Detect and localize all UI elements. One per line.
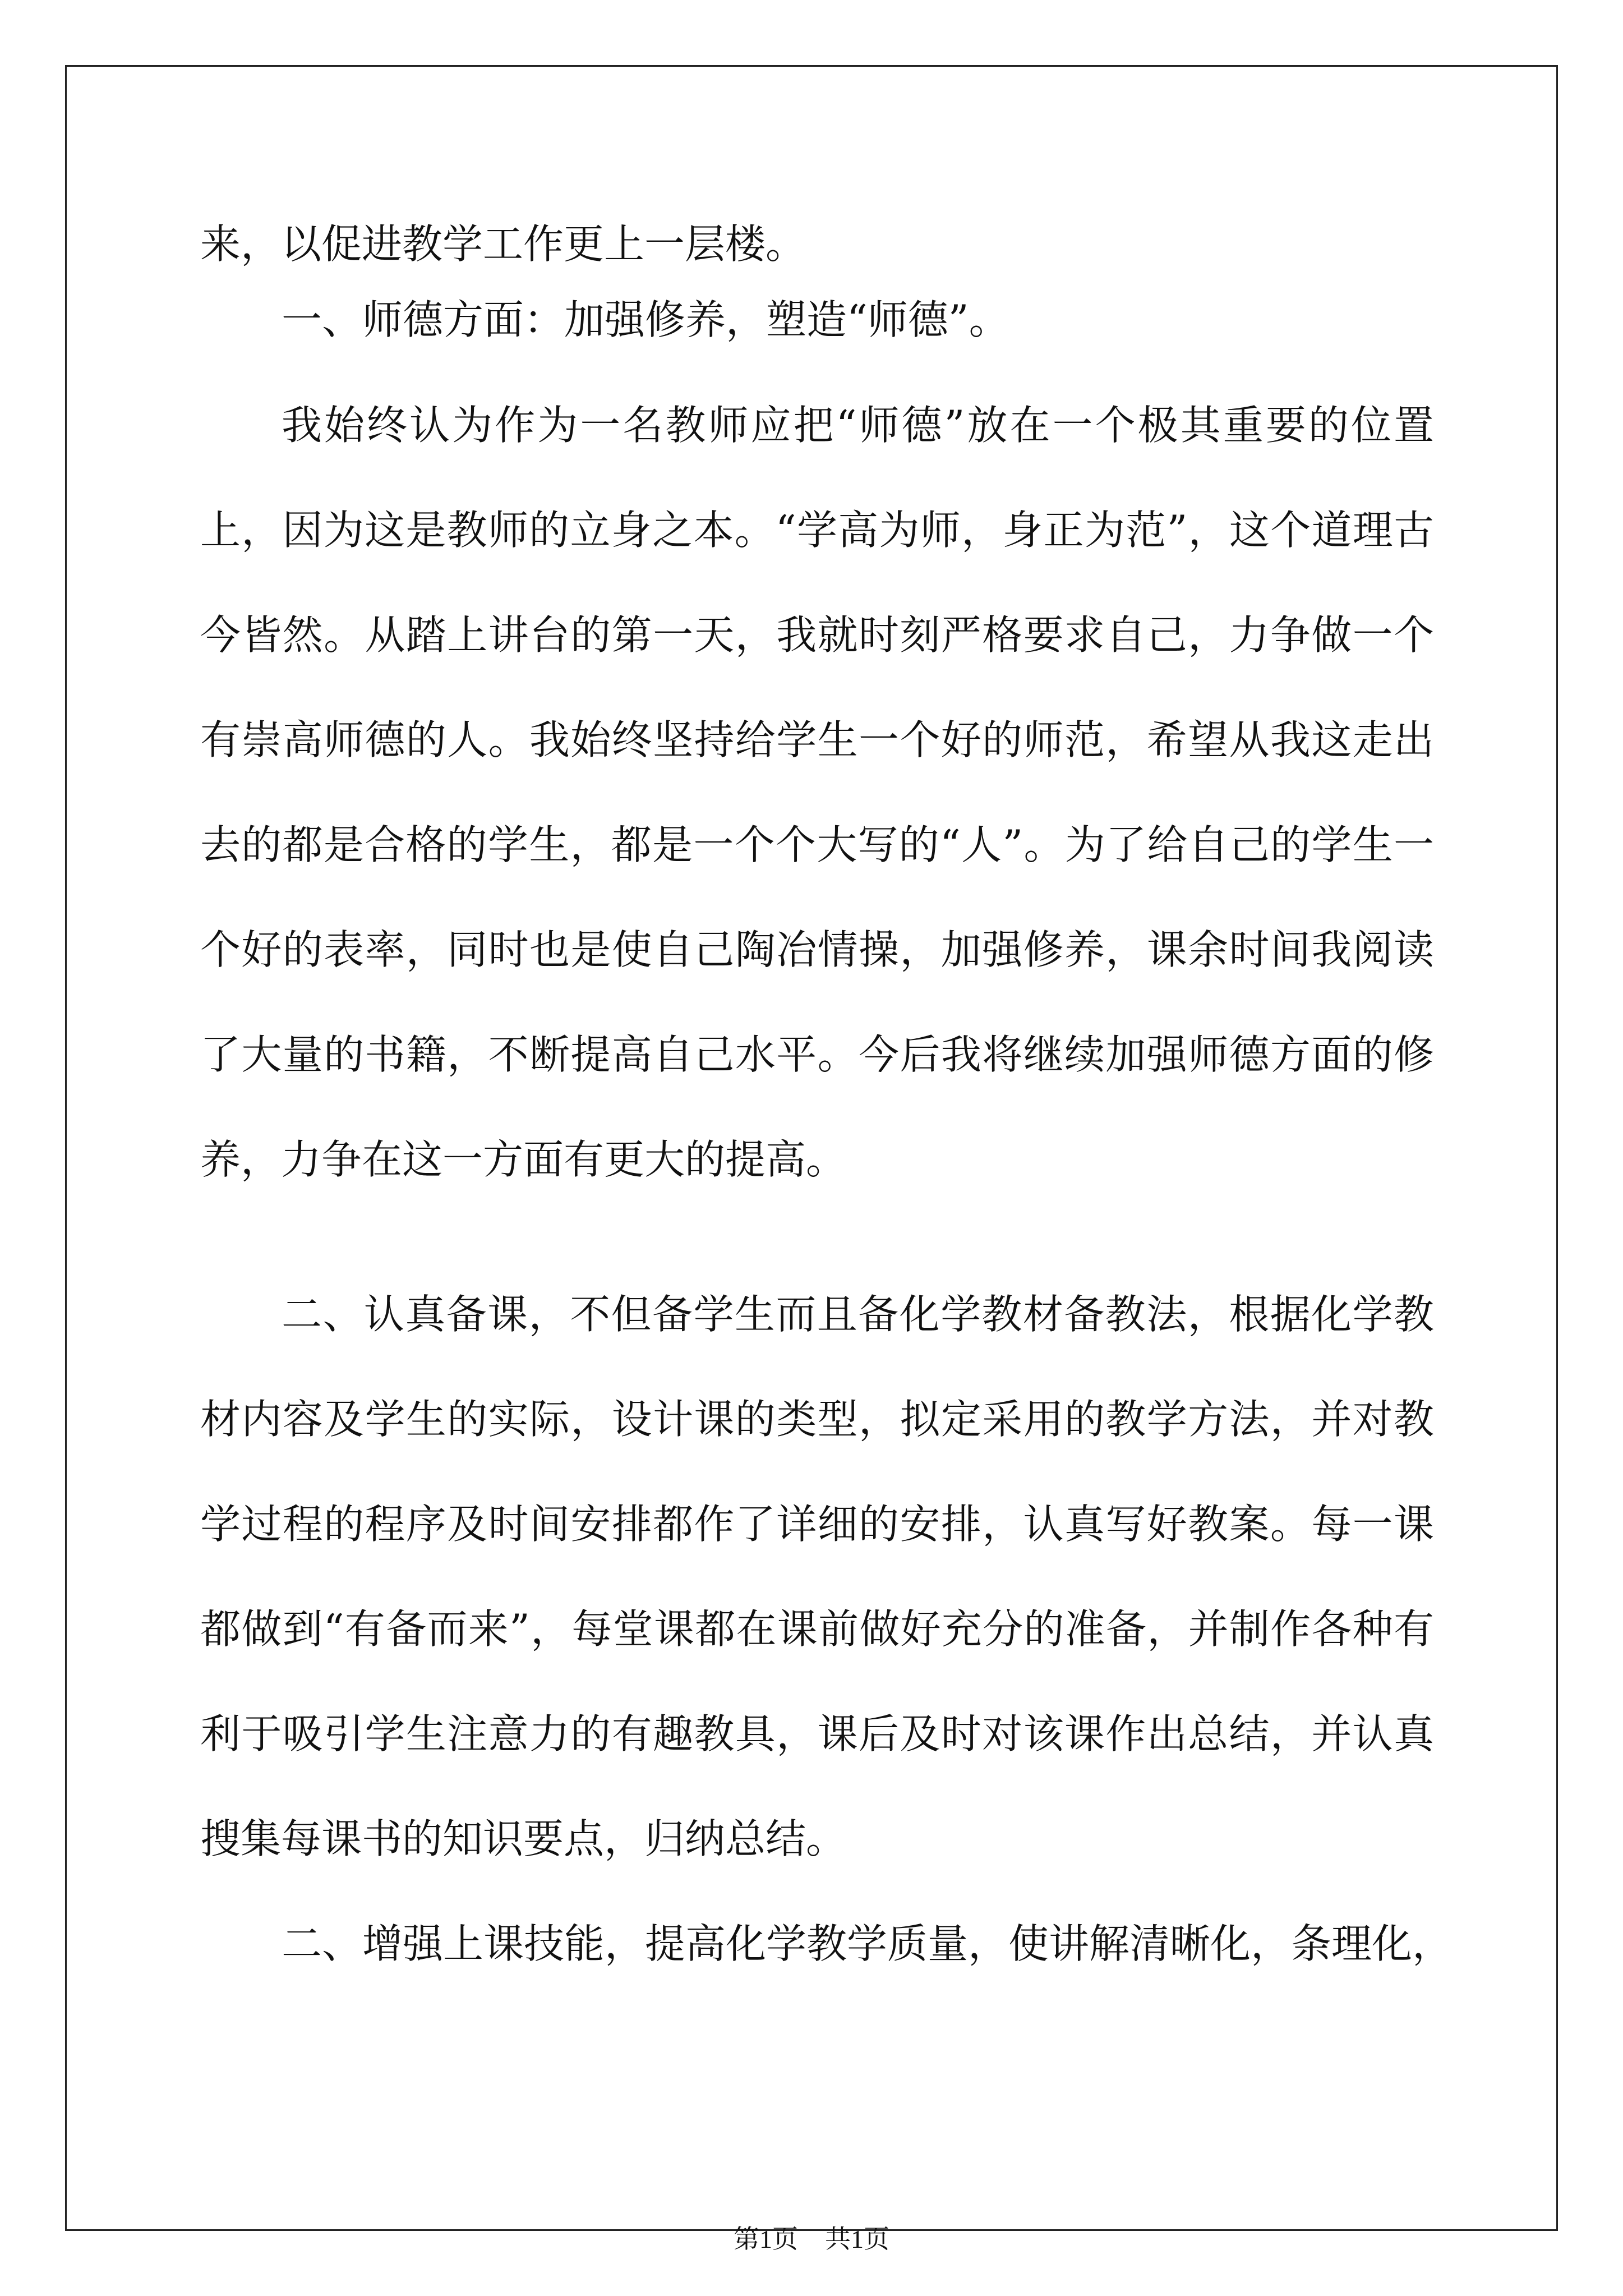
text-line: 今皆然。从踏上讲台的第一天，我就时刻严格要求自己，力争做一个 <box>200 611 1434 659</box>
text-line: 去的都是合格的学生，都是一个个大写的“人”。为了给自己的学生一 <box>200 821 1434 868</box>
text-line: 养，力争在这一方面有更大的提高。 <box>200 1136 847 1183</box>
text-line: 我始终认为作为一名教师应把“师德”放在一个极其重要的位置 <box>282 402 1434 449</box>
text-line: 搜集每课书的知识要点，归纳总结。 <box>200 1815 847 1862</box>
text-line: 学过程的程序及时间安排都作了详细的安排，认真写好教案。每一课 <box>200 1501 1434 1548</box>
page-total: 共1页 <box>825 2225 889 2253</box>
text-line: 来，以促进教学工作更上一层楼。 <box>200 220 806 268</box>
section-heading: 二、认真备课，不但备学生而且备化学教材备教法，根据化学教 <box>282 1291 1434 1338</box>
text-line: 上，因为这是教师的立身之本。“学高为师，身正为范”，这个道理古 <box>200 507 1434 554</box>
section-heading: 一、师德方面：加强修养，塑造“师德”。 <box>282 296 1009 343</box>
text-line: 个好的表率，同时也是使自己陶冶情操，加强修养，课余时间我阅读 <box>200 926 1434 973</box>
text-line: 有崇高师德的人。我始终坚持给学生一个好的师范，希望从我这走出 <box>200 716 1434 763</box>
text-line: 利于吸引学生注意力的有趣教具，课后及时对该课作出总结，并认真 <box>200 1710 1434 1757</box>
text-line: 都做到“有备而来”，每堂课都在课前做好充分的准备，并制作各种有 <box>200 1605 1434 1653</box>
text-line: 了大量的书籍，不断提高自己水平。今后我将继续加强师德方面的修 <box>200 1031 1434 1078</box>
page-footer <box>0 2223 1623 2256</box>
section-heading: 二、增强上课技能，提高化学教学质量，使讲解清晰化，条理化， <box>282 1920 1453 1967</box>
text-line: 材内容及学生的实际，设计课的类型，拟定采用的教学方法，并对教 <box>200 1396 1434 1443</box>
page-number: 第1页 <box>734 2225 798 2253</box>
